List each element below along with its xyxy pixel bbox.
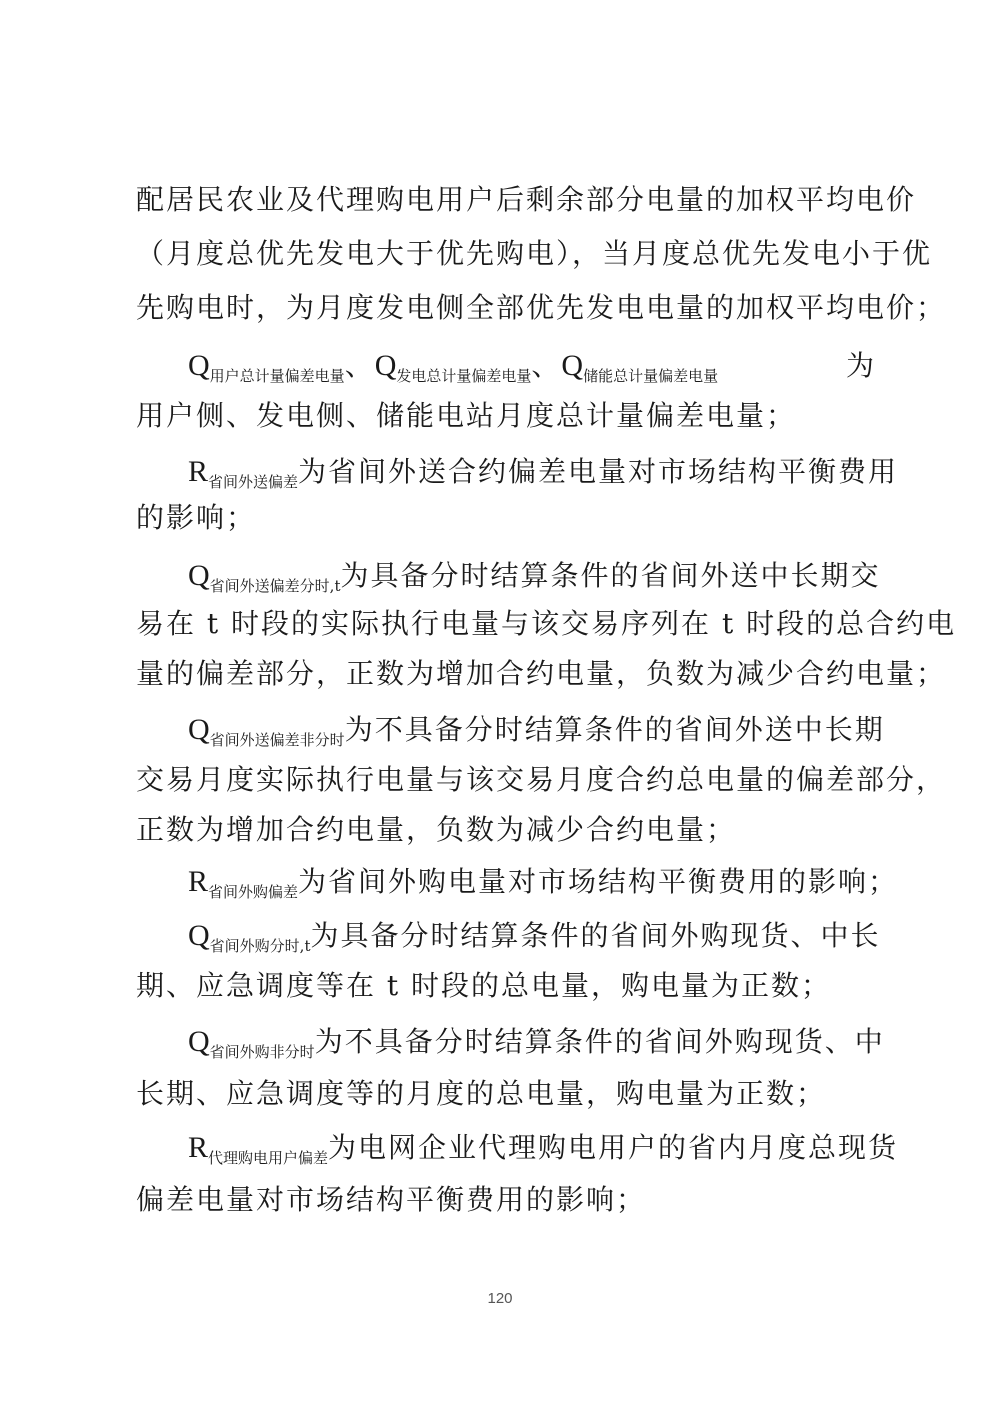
subscript: 省间外购偏差 bbox=[208, 883, 299, 901]
subscript: 储能总计量偏差电量 bbox=[583, 367, 719, 385]
symbol: R bbox=[188, 865, 209, 898]
subscript: 用户总计量偏差电量 bbox=[209, 367, 345, 385]
symbol: Q bbox=[188, 919, 210, 952]
separator: 、 bbox=[344, 349, 375, 382]
symbol: R bbox=[188, 1131, 209, 1164]
definition-line bbox=[188, 550, 881, 602]
text-line: 易在 t 时段的实际执行电量与该交易序列在 t 时段的总合约电 bbox=[136, 607, 957, 640]
symbol: Q bbox=[374, 349, 397, 382]
text-line: 交易月度实际执行电量与该交易月度合约总电量的偏差部分， bbox=[136, 763, 947, 796]
definition-line bbox=[188, 1016, 885, 1068]
subscript: 省间外购分时,t bbox=[209, 937, 311, 955]
text-fragment: 为 bbox=[845, 349, 876, 382]
definition-text: 为电网企业代理购电用户的省内月度总现货 bbox=[328, 1131, 899, 1164]
text-line: 正数为增加合约电量，负数为减少合约电量； bbox=[136, 813, 737, 846]
subscript: 省间外购非分时 bbox=[209, 1043, 315, 1061]
subscript: 发电总计量偏差电量 bbox=[396, 367, 532, 385]
symbol: Q bbox=[561, 349, 584, 382]
text-line: （月度总优先发电大于优先购电），当月度总优先发电小于优 bbox=[136, 237, 933, 270]
subscript: 省间外送偏差非分时 bbox=[209, 731, 345, 749]
text-line: 期、应急调度等在 t 时段的总电量，购电量为正数； bbox=[136, 969, 832, 1002]
text-line: 长期、应急调度等的月度的总电量，购电量为正数； bbox=[136, 1077, 827, 1110]
separator: 、 bbox=[531, 349, 562, 382]
page-number: 120 bbox=[487, 1290, 513, 1307]
definition-text: 为不具备分时结算条件的省间外送中长期 bbox=[344, 713, 885, 746]
symbol: Q bbox=[188, 1025, 210, 1058]
deviation-definition-line bbox=[188, 340, 876, 392]
definition-text: 为省间外购电量对市场结构平衡费用的影响； bbox=[298, 865, 899, 898]
definition-text: 为不具备分时结算条件的省间外购现货、中 bbox=[314, 1025, 885, 1058]
definition-line bbox=[188, 910, 881, 962]
subscript: 省间外送偏差 bbox=[208, 473, 299, 491]
definition-line bbox=[188, 856, 899, 908]
text-line: 量的偏差部分，正数为增加合约电量，负数为减少合约电量； bbox=[136, 657, 947, 690]
definition-text: 为具备分时结算条件的省间外购现货、中长 bbox=[310, 919, 881, 952]
symbol: Q bbox=[188, 559, 210, 592]
text-line: 偏差电量对市场结构平衡费用的影响； bbox=[136, 1183, 647, 1216]
definition-text: 为省间外送合约偏差电量对市场结构平衡费用 bbox=[298, 455, 899, 488]
definition-text: 为具备分时结算条件的省间外送中长期交 bbox=[340, 559, 881, 592]
subscript: 代理购电用户偏差 bbox=[208, 1149, 329, 1167]
symbol: Q bbox=[188, 713, 210, 746]
text-line: 的影响； bbox=[136, 501, 257, 534]
symbol: R bbox=[188, 455, 209, 488]
text-line: 用户侧、发电侧、储能电站月度总计量偏差电量； bbox=[136, 399, 797, 432]
subscript: 省间外送偏差分时,t bbox=[209, 577, 341, 595]
definition-line bbox=[188, 704, 885, 756]
definition-line bbox=[188, 446, 899, 498]
text-line: 配居民农业及代理购电用户后剩余部分电量的加权平均电价 bbox=[136, 183, 917, 216]
symbol: Q bbox=[188, 349, 210, 382]
text-line: 先购电时，为月度发电侧全部优先发电电量的加权平均电价； bbox=[136, 291, 947, 324]
definition-line bbox=[188, 1122, 899, 1174]
